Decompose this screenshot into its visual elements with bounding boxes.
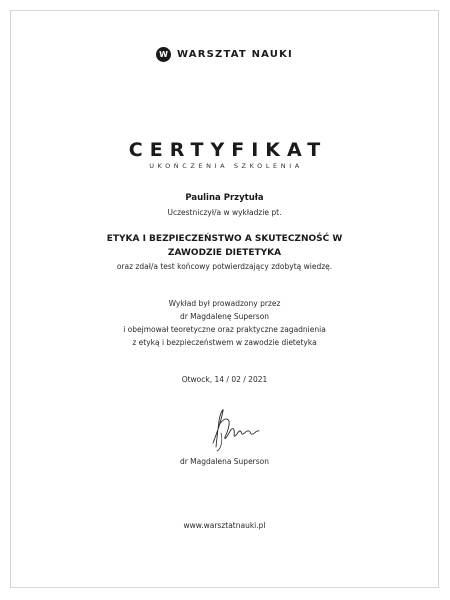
- certificate-sheet: [10, 10, 439, 588]
- participated-text: Uczestniczył/a w wykładzie pt.: [167, 208, 282, 217]
- course-title: [11, 232, 438, 260]
- certificate-title: CERTYFIKAT: [128, 139, 328, 161]
- lecture-line-4: z etyką i bezpieczeństwem w zawodzie dietetyka: [132, 338, 317, 347]
- brand-name: WARSZTAT NAUKI: [177, 49, 293, 60]
- lecture-line-2: dr Magdalenę Superson: [179, 312, 270, 321]
- lecture-line-3: i obejmował teoretyczne oraz praktyczne zagadnienia: [123, 325, 326, 334]
- signatory-name: dr Magdalena Superson: [179, 457, 270, 466]
- course-title-line-2: ZAWODZIE DIETETYKA: [167, 248, 282, 258]
- course-title-line-1: ETYKA I BEZPIECZEŃSTWO A SKUTECZNOŚĆ W: [106, 234, 343, 244]
- recipient-name: Paulina Przytuła: [185, 193, 264, 203]
- certificate-subtitle: UKOŃCZENIA SZKOLENIA: [149, 162, 303, 170]
- test-text: oraz zdał/a test końcowy potwierdzający zdobytą wiedzę.: [116, 262, 333, 271]
- brand-logo: [11, 47, 438, 62]
- handwritten-signature: [207, 403, 267, 453]
- website-link[interactable]: www.warsztatnauki.pl: [183, 521, 266, 530]
- place-date: Otwock, 14 / 02 / 2021: [181, 375, 268, 384]
- lecture-description: [11, 297, 438, 349]
- lecture-line-1: Wykład był prowadzony przez: [168, 299, 281, 308]
- logo-icon: W: [156, 47, 171, 62]
